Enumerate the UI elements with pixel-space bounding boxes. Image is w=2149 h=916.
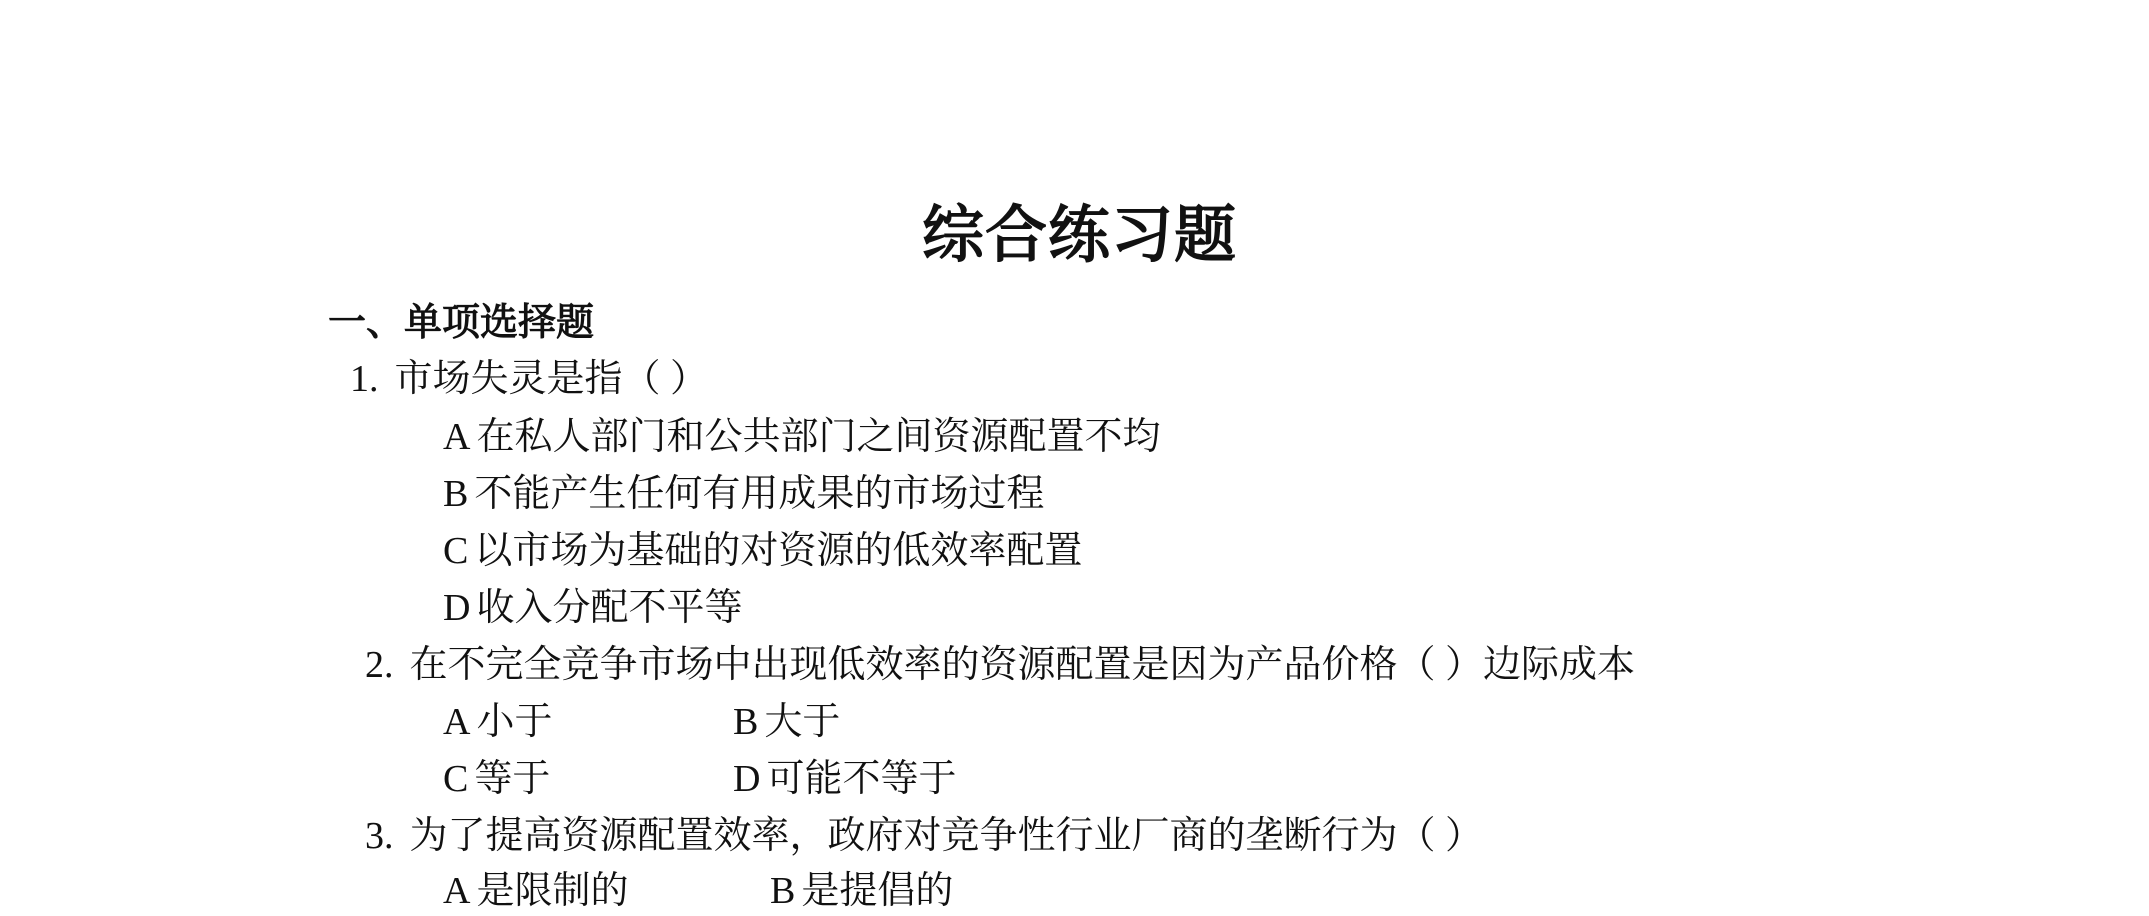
question-1-option-c	[443, 526, 1082, 576]
option-letter: C	[443, 758, 469, 800]
question-text: 在不完全竞争市场中出现低效率的资源配置是因为产品价格（ ）边际成本	[409, 644, 1636, 686]
question-text: 市场失灵是指（ ）	[394, 358, 709, 400]
option-text: 小于	[476, 701, 553, 743]
section-heading: 一、单项选择题	[328, 302, 595, 344]
option-text: 以市场为基础的对资源的低效率配置	[474, 530, 1083, 572]
question-1-stem	[350, 354, 708, 404]
option-letter: D	[443, 587, 471, 629]
question-3-option-a	[443, 866, 628, 916]
question-2-stem	[365, 640, 1635, 690]
option-letter: A	[443, 701, 471, 743]
question-2-option-d	[733, 754, 956, 804]
question-3-option-b	[770, 866, 953, 916]
question-number: 2.	[365, 644, 394, 686]
question-number: 3.	[365, 815, 394, 857]
option-text: 是提倡的	[801, 870, 954, 912]
option-text: 是限制的	[476, 870, 629, 912]
question-text: 为了提高资源配置效率，政府对竞争性行业厂商的垄断行为（ ）	[409, 815, 1484, 857]
option-letter: D	[733, 758, 761, 800]
option-text: 大于	[764, 701, 841, 743]
option-letter: B	[770, 870, 796, 912]
question-2-option-a	[443, 697, 552, 747]
question-1-option-d	[443, 583, 742, 633]
option-letter: C	[443, 530, 469, 572]
option-text: 收入分配不平等	[476, 587, 743, 629]
option-letter: A	[443, 870, 471, 912]
question-2-option-c	[443, 754, 550, 804]
document-title: 综合练习题	[921, 202, 1237, 270]
option-letter: B	[733, 701, 759, 743]
option-text: 等于	[474, 758, 551, 800]
option-text: 可能不等于	[766, 758, 957, 800]
option-text: 在私人部门和公共部门之间资源配置不均	[476, 416, 1161, 458]
option-letter: A	[443, 416, 471, 458]
question-number: 1.	[350, 358, 379, 400]
option-text: 不能产生任何有用成果的市场过程	[474, 473, 1045, 515]
question-1-option-a	[443, 412, 1160, 462]
question-3-stem	[365, 811, 1483, 861]
question-1-option-b	[443, 469, 1044, 519]
option-letter: B	[443, 473, 469, 515]
question-2-option-b	[733, 697, 840, 747]
